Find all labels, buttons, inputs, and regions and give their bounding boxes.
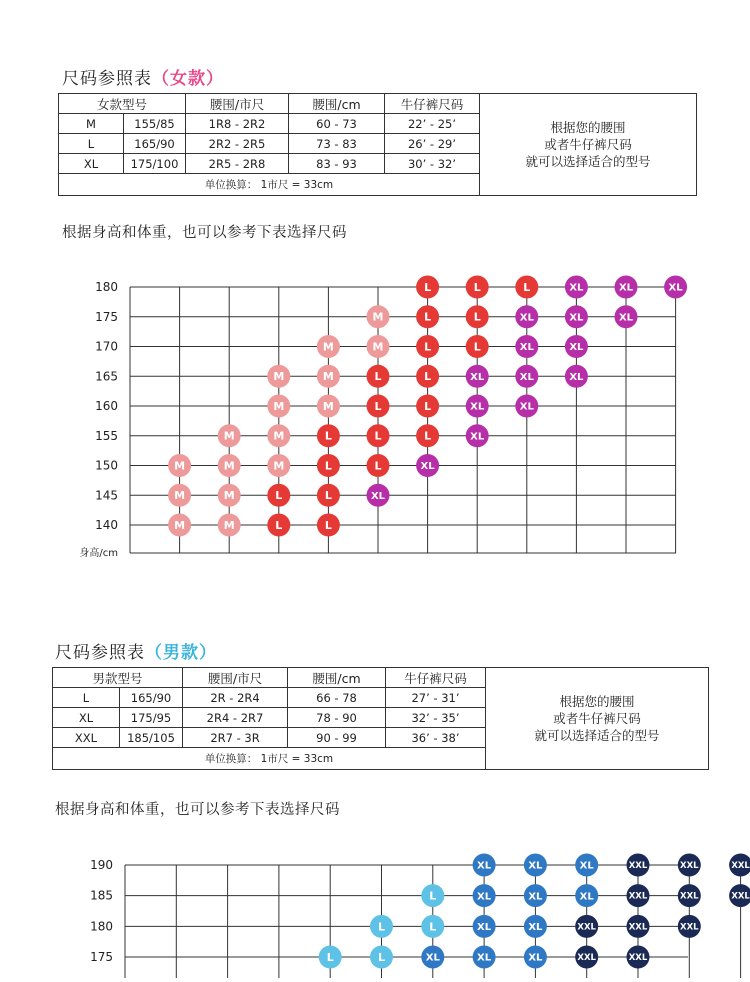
size-marker-label: L (324, 429, 332, 443)
size-marker (218, 514, 241, 537)
size-marker (565, 365, 588, 388)
y-tick-label: 140 (95, 518, 118, 532)
note-line: 就可以选择适合的型号 (534, 728, 660, 743)
women-size-chart (0, 265, 750, 565)
size-marker (615, 305, 638, 328)
size-marker-label: XL (425, 952, 440, 964)
women-size-table (58, 93, 697, 196)
size-marker-label: M (223, 518, 235, 532)
size-marker (421, 884, 444, 907)
size-marker (627, 884, 650, 907)
y-tick-label: 145 (95, 488, 118, 503)
cell-waist-shichi: 1R8 - 2R2 (186, 114, 289, 134)
size-marker-label: XL (618, 282, 634, 294)
header-waist-cm: 腰围/cm (288, 668, 386, 688)
size-marker (524, 854, 547, 877)
size-marker (168, 484, 191, 507)
header-type: 男款型号 (53, 668, 183, 688)
size-marker (367, 305, 390, 328)
size-marker-label: XXL (628, 922, 648, 933)
size-marker-label: M (223, 489, 235, 503)
size-marker-label: L (324, 459, 332, 473)
size-marker-label: XL (477, 921, 492, 933)
size-marker-label: XXL (680, 922, 699, 933)
size-marker (367, 454, 390, 477)
size-marker (466, 365, 489, 388)
size-marker-label: L (374, 399, 382, 413)
size-marker (575, 915, 598, 938)
cell-jeans: 22’ - 25’ (385, 114, 480, 134)
size-marker (678, 854, 701, 877)
size-marker (575, 946, 598, 969)
y-tick-label: 150 (95, 458, 118, 473)
size-marker-label: XL (519, 371, 534, 383)
size-marker-label: L (374, 370, 382, 384)
cell-waist-cm: 90 - 99 (288, 728, 386, 748)
cell-size: XL (59, 154, 124, 174)
header-type: 女款型号 (59, 94, 186, 114)
unit-conversion-note (59, 174, 480, 196)
size-marker-label: M (273, 370, 285, 384)
size-marker-label: L (374, 429, 382, 443)
size-marker (416, 395, 439, 418)
size-marker-label: M (273, 429, 285, 443)
size-marker-label: L (377, 920, 386, 934)
size-marker-label: L (424, 429, 432, 443)
y-tick-label: 185 (90, 888, 113, 903)
cell-jeans: 36’ - 38’ (386, 728, 486, 748)
size-marker (367, 424, 390, 447)
men-section-title (55, 638, 217, 663)
size-marker (370, 915, 393, 938)
cell-waist-cm: 83 - 93 (289, 154, 385, 174)
size-marker-label: L (326, 950, 334, 964)
cell-spec: 175/95 (120, 708, 183, 728)
size-marker-label: M (273, 459, 285, 473)
size-marker (615, 276, 638, 299)
size-marker-label: XL (370, 490, 386, 502)
men-chart-subtitle: 根据身高和体重，也可以参考下表选择尺码 (55, 802, 340, 818)
size-marker-label: XL (470, 431, 485, 443)
size-marker (466, 335, 489, 358)
size-marker (473, 946, 496, 969)
size-marker (565, 335, 588, 358)
size-marker (627, 854, 650, 877)
size-marker-label: M (174, 459, 186, 473)
size-marker (729, 854, 750, 877)
y-tick-label: 155 (95, 428, 118, 443)
header-waist-shichi: 腰围/市尺 (186, 94, 289, 114)
men-title-text: 尺码参照表 (55, 643, 145, 663)
size-marker (168, 514, 191, 537)
size-marker (515, 276, 538, 299)
table-note (486, 668, 709, 770)
size-marker (524, 915, 547, 938)
cell-spec: 155/85 (124, 114, 186, 134)
size-marker-label: M (223, 429, 235, 443)
cell-waist-shichi: 2R4 - 2R7 (183, 708, 288, 728)
size-marker (416, 335, 439, 358)
size-marker (575, 854, 598, 877)
size-marker (267, 454, 290, 477)
unit-conversion-text: 单位换算： 1市尺 = 33cm (204, 753, 334, 765)
note-line: 根据您的腰围 (559, 694, 635, 709)
size-marker (466, 424, 489, 447)
note-line: 根据您的腰围 (550, 120, 626, 135)
size-marker (421, 946, 444, 969)
size-marker (416, 305, 439, 328)
size-marker (317, 454, 340, 477)
size-marker (367, 395, 390, 418)
size-marker-label: XL (579, 860, 594, 872)
y-tick-label: 165 (95, 369, 118, 384)
size-marker-label: XL (519, 401, 534, 413)
size-marker-label: L (429, 920, 437, 934)
size-marker-label: L (523, 280, 531, 294)
size-marker-label: XXL (731, 861, 750, 872)
size-marker-label: L (429, 889, 437, 903)
size-marker (515, 305, 538, 328)
men-chart-svg (0, 845, 750, 978)
size-marker-label: L (374, 459, 382, 473)
size-marker-label: XXL (680, 891, 699, 902)
cell-spec: 165/90 (120, 688, 183, 708)
size-marker (267, 514, 290, 537)
y-axis-label: 身高/cm (79, 548, 118, 559)
size-marker-label: M (223, 459, 235, 473)
y-tick-label: 175 (90, 950, 113, 964)
size-marker (267, 365, 290, 388)
size-marker-label: XL (569, 342, 584, 354)
size-marker-label: M (322, 340, 334, 354)
header-jeans: 牛仔裤尺码 (386, 668, 486, 688)
cell-waist-shichi: 2R7 - 3R (183, 728, 288, 748)
size-marker (515, 335, 538, 358)
cell-size: XL (53, 708, 120, 728)
chart-grid (130, 287, 676, 553)
header-waist-shichi: 腰围/市尺 (183, 668, 288, 688)
y-tick-label: 170 (95, 339, 118, 354)
women-section-title (62, 64, 224, 89)
size-marker-label: L (324, 518, 332, 532)
size-marker (218, 454, 241, 477)
size-marker-label: XL (618, 312, 634, 324)
cell-spec: 185/105 (120, 728, 183, 748)
size-marker (664, 276, 687, 299)
size-marker-label: XXL (577, 922, 596, 933)
size-marker-label: XL (477, 891, 492, 903)
y-tick-label: 190 (90, 858, 113, 872)
size-marker-label: L (377, 950, 386, 964)
size-marker-label: XL (579, 891, 594, 903)
size-marker-label: XL (477, 860, 492, 872)
cell-spec: 175/100 (124, 154, 186, 174)
size-marker (729, 884, 750, 907)
women-chart-subtitle: 根据身高和体重，也可以参考下表选择尺码 (62, 225, 347, 241)
size-marker-label: L (275, 489, 283, 503)
size-marker-label: XL (519, 312, 534, 324)
cell-waist-shichi: 2R2 - 2R5 (186, 134, 289, 154)
size-marker-label: XL (528, 891, 543, 903)
size-marker (466, 305, 489, 328)
size-marker-label: XXL (680, 861, 699, 872)
cell-waist-cm: 73 - 83 (289, 134, 385, 154)
size-marker-label: XL (528, 921, 543, 933)
size-marker-label: XL (528, 952, 543, 964)
y-tick-label: 175 (95, 309, 118, 324)
size-marker (218, 424, 241, 447)
size-marker-label: XL (420, 461, 435, 473)
size-marker-label: XXL (628, 953, 648, 964)
size-marker-label: L (424, 310, 432, 324)
size-marker (627, 946, 650, 969)
size-marker-label: XL (470, 401, 485, 413)
size-marker (319, 946, 342, 969)
size-marker-label: L (424, 280, 432, 294)
size-marker-label: XL (477, 952, 492, 964)
y-tick-label: 180 (90, 919, 113, 934)
size-marker (218, 484, 241, 507)
size-marker (370, 946, 393, 969)
note-line: 或者牛仔裤尺码 (553, 711, 641, 726)
women-title-text: 尺码参照表 (62, 69, 152, 89)
size-marker (473, 915, 496, 938)
size-marker-label: L (324, 489, 332, 503)
size-marker (575, 884, 598, 907)
cell-jeans: 30’ - 32’ (385, 154, 480, 174)
size-marker-label: M (372, 310, 384, 324)
size-marker (524, 884, 547, 907)
cell-size: XXL (53, 728, 120, 748)
size-marker-label: M (273, 399, 285, 413)
size-marker-label: XL (569, 282, 584, 294)
size-marker (515, 395, 538, 418)
unit-conversion-text: 单位换算： 1市尺 = 33cm (204, 179, 334, 191)
cell-size: L (53, 688, 120, 708)
size-marker (416, 454, 439, 477)
size-marker-label: XL (528, 860, 543, 872)
size-marker (421, 915, 444, 938)
header-waist-cm: 腰围/cm (289, 94, 385, 114)
size-marker (473, 854, 496, 877)
cell-jeans: 32’ - 35’ (386, 708, 486, 728)
size-marker (267, 424, 290, 447)
size-marker-label: L (424, 399, 432, 413)
size-marker-label: L (424, 370, 432, 384)
size-marker-label: M (174, 489, 186, 503)
cell-waist-cm: 78 - 90 (288, 708, 386, 728)
size-marker-label: L (473, 340, 481, 354)
table-note (480, 94, 697, 196)
size-marker (524, 946, 547, 969)
size-marker-label: XL (470, 371, 485, 383)
size-marker-label: XL (569, 312, 584, 324)
size-marker (317, 514, 340, 537)
size-marker (267, 395, 290, 418)
size-marker-label: L (424, 340, 432, 354)
y-tick-label: 160 (95, 399, 118, 413)
women-title-tag: （女款） (152, 69, 224, 89)
men-size-table (52, 667, 709, 770)
size-marker (515, 365, 538, 388)
size-marker-label: XXL (628, 861, 648, 872)
cell-size: M (59, 114, 124, 134)
size-marker-label: M (372, 340, 384, 354)
men-size-chart (0, 845, 750, 978)
cell-size: L (59, 134, 124, 154)
size-marker-label: XL (519, 342, 534, 354)
cell-waist-cm: 60 - 73 (289, 114, 385, 134)
size-marker-label: L (473, 310, 481, 324)
size-marker (466, 276, 489, 299)
size-marker (317, 335, 340, 358)
size-marker (416, 424, 439, 447)
y-tick-label: 180 (95, 280, 118, 294)
size-marker (678, 915, 701, 938)
size-marker (416, 276, 439, 299)
size-marker-label: M (322, 370, 334, 384)
size-marker-label: XXL (731, 891, 750, 902)
size-marker (565, 276, 588, 299)
note-line: 或者牛仔裤尺码 (544, 137, 632, 152)
size-marker (317, 484, 340, 507)
header-jeans: 牛仔裤尺码 (385, 94, 480, 114)
note-line: 就可以选择适合的型号 (525, 154, 651, 169)
cell-waist-shichi: 2R - 2R4 (183, 688, 288, 708)
cell-waist-shichi: 2R5 - 2R8 (186, 154, 289, 174)
size-marker (466, 395, 489, 418)
cell-waist-cm: 66 - 78 (288, 688, 386, 708)
cell-jeans: 27’ - 31’ (386, 688, 486, 708)
size-marker-label: L (473, 280, 481, 294)
size-marker-label: M (322, 399, 334, 413)
cell-jeans: 26’ - 29’ (385, 134, 480, 154)
size-marker-label: L (275, 518, 283, 532)
size-marker-label: M (174, 518, 186, 532)
size-marker (367, 365, 390, 388)
size-marker (627, 915, 650, 938)
size-marker (168, 454, 191, 477)
size-marker (367, 335, 390, 358)
size-marker (317, 424, 340, 447)
size-marker (416, 365, 439, 388)
size-marker (565, 305, 588, 328)
size-marker-label: XXL (577, 953, 596, 964)
size-marker-label: XL (569, 371, 584, 383)
size-marker (317, 365, 340, 388)
table-header-row (59, 94, 697, 114)
men-title-tag: （男款） (145, 643, 217, 663)
table-header-row (53, 668, 709, 688)
size-marker (473, 884, 496, 907)
size-marker-label: XXL (628, 891, 648, 902)
size-marker (367, 484, 390, 507)
size-marker (267, 484, 290, 507)
size-marker (678, 884, 701, 907)
size-marker-label: XL (668, 282, 683, 294)
unit-conversion-note (53, 748, 486, 770)
cell-spec: 165/90 (124, 134, 186, 154)
women-chart-svg (0, 265, 750, 565)
size-marker (317, 395, 340, 418)
